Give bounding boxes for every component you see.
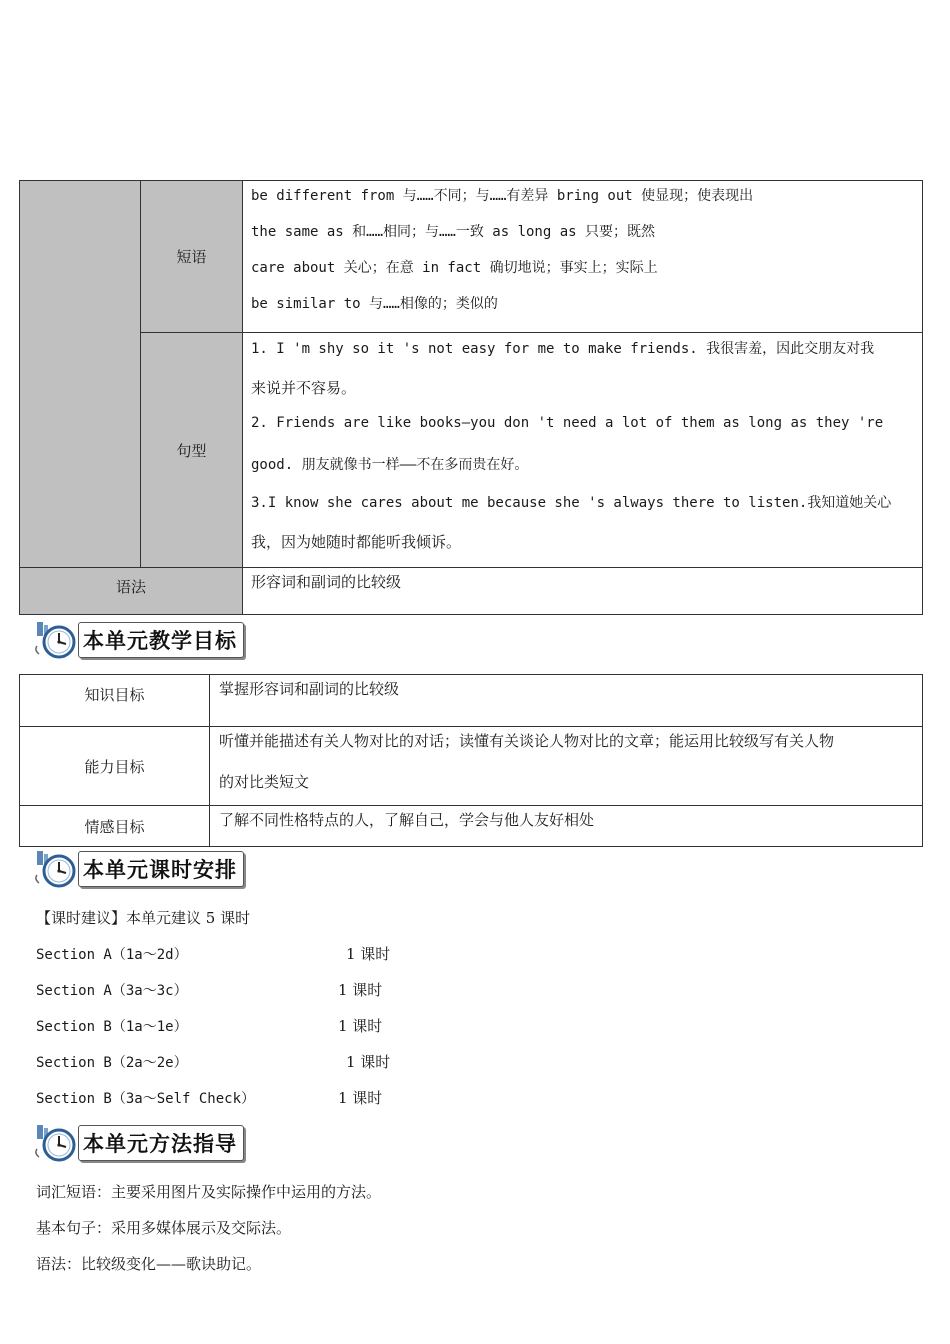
sentence-line: good. 朋友就像书一样——不在多而贵在好。	[251, 457, 529, 473]
section-title: 本单元课时安排	[78, 851, 244, 887]
section-heading-schedule	[34, 849, 244, 889]
sentences-label-cell	[140, 332, 243, 568]
phrases-label-cell	[140, 180, 243, 333]
sentence-line: 3.I know she cares about me because she 's always there to listen.我知道她关心	[251, 495, 892, 511]
section-heading-methods	[34, 1123, 244, 1163]
schedule-item-name: Section A（3a～3c）	[36, 983, 188, 999]
phrase-line: be different from 与……不同；与……有差异 bring out 使显现；使表现出	[251, 188, 754, 204]
schedule-item-name: Section B（1a～1e）	[36, 1019, 188, 1035]
sentence-line: 我，因为她随时都能听我倾诉。	[251, 533, 462, 551]
goal-label: 能力目标	[84, 757, 145, 776]
grammar-label-cell	[19, 567, 243, 615]
grammar-content-cell	[242, 567, 923, 615]
goal-content-cell	[209, 674, 923, 727]
schedule-suggestion: 【课时建议】本单元建议 5 课时	[36, 909, 251, 927]
goal-text: 了解不同性格特点的人，了解自己，学会与他人友好相处	[219, 811, 595, 829]
sentences-content-cell	[242, 332, 923, 568]
clock-icon	[34, 1123, 78, 1163]
method-line: 基本句子：采用多媒体展示及交际法。	[36, 1219, 292, 1237]
goal-content-cell	[209, 805, 923, 847]
schedule-item-hours: 1 课时	[338, 1089, 383, 1107]
schedule-item-name: Section A（1a～2d）	[36, 947, 188, 963]
section-heading-goals	[34, 620, 244, 660]
grammar-value: 形容词和副词的比较级	[251, 573, 402, 591]
schedule-item-hours: 1 课时	[346, 1053, 391, 1071]
sentence-line: 2. Friends are like books—you don 't need a lot of them as long as they 're	[251, 415, 884, 431]
clock-icon	[34, 849, 78, 889]
goal-content-cell	[209, 726, 923, 806]
phrase-line: be similar to 与……相像的；类似的	[251, 296, 498, 312]
phrase-line: the same as 和……相同；与……一致 as long as 只要；既然	[251, 224, 656, 240]
merged-left-cell	[19, 180, 141, 568]
method-line: 语法：比较级变化——歌诀助记。	[36, 1255, 262, 1273]
section-title: 本单元方法指导	[78, 1125, 244, 1161]
goal-text: 的对比类短文	[219, 773, 310, 791]
schedule-item-hours: 1 课时	[338, 1017, 383, 1035]
clock-icon	[34, 620, 78, 660]
goal-label-cell	[19, 674, 210, 727]
phrases-label: 短语	[176, 248, 207, 266]
goal-label-cell	[19, 726, 210, 806]
phrases-content-cell	[242, 180, 923, 333]
sentences-label: 句型	[176, 441, 207, 460]
sentence-line: 来说并不容易。	[251, 379, 357, 397]
goal-label-cell	[19, 805, 210, 847]
phrase-line: care about 关心；在意 in fact 确切地说；事实上；实际上	[251, 260, 658, 276]
goal-text: 掌握形容词和副词的比较级	[219, 680, 400, 698]
section-title: 本单元教学目标	[78, 622, 244, 658]
sentence-line: 1. I 'm shy so it 's not easy for me to make friends. 我很害羞，因此交朋友对我	[251, 341, 875, 357]
schedule-item-name: Section B（3a～Self Check）	[36, 1091, 256, 1107]
schedule-item-name: Section B（2a～2e）	[36, 1055, 188, 1071]
goal-label: 情感目标	[84, 817, 145, 836]
schedule-item-hours: 1 课时	[338, 981, 383, 999]
schedule-item-hours: 1 课时	[346, 945, 391, 963]
method-line: 词汇短语：主要采用图片及实际操作中运用的方法。	[36, 1183, 382, 1201]
grammar-label: 语法	[116, 578, 147, 596]
goal-text: 听懂并能描述有关人物对比的对话；读懂有关谈论人物对比的文章；能运用比较级写有关人物	[219, 732, 835, 750]
goal-label: 知识目标	[84, 686, 145, 704]
